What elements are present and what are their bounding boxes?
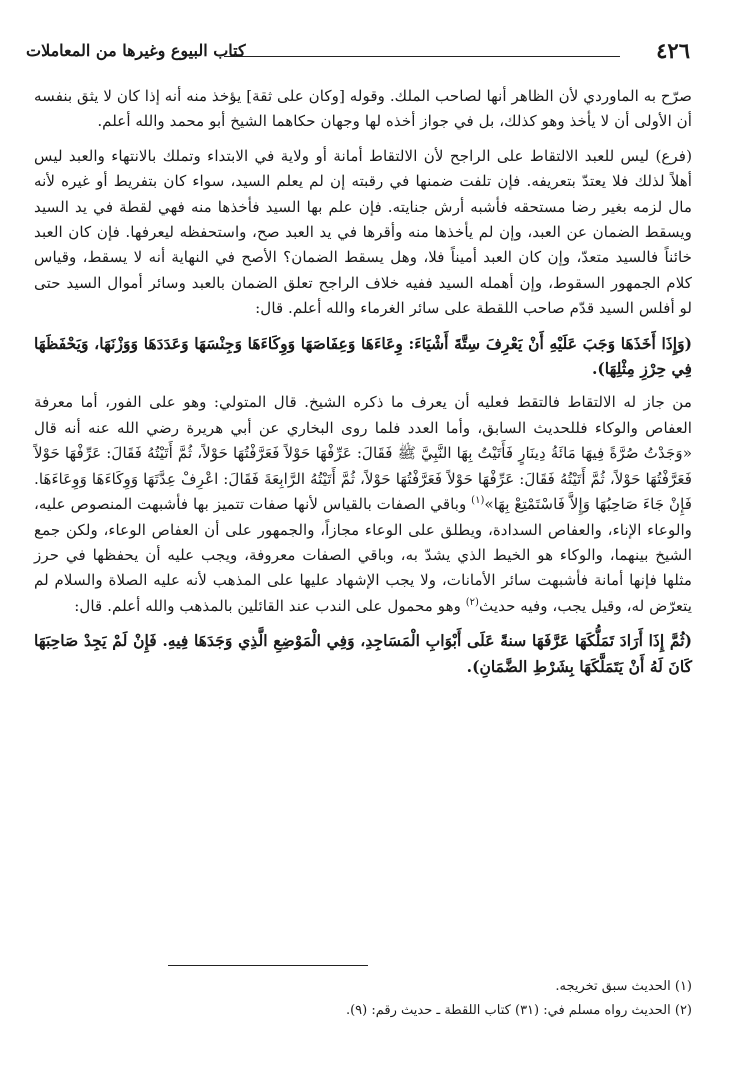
paragraph-2: (فرع) ليس للعبد الالتقاط على الراجح لأن الالتقاط أمانة أو ولاية في الابتداء وتملك بالانتهاء والعبد ليس أهلاً لذلك فلا يعتدّ بتعريفه. فإن تلفت ضمنها في رقبته إن لم يعلم السيد، سواء كان بتفريط أو غيره لأنه مال لزمه بغير رضا مستحقه فأشبه أرش جنايته. فإن علم بها السيد فأخذها منه فهي لقطة في يد السيد ويسقط الضمان عن العبد، وإن لم يأخذها منه وأقرها في يد العبد صح، واستحفظه ليعرفها. فإن كان العبد خائناً فالسيد متعدّ، وإن كان العبد أميناً فلا، وهل يسقط الضمان؟ الأصح في النهاية أنه لا يسقط، وقياس كلام الجمهور السقوط، وإن أهمله السيد ففيه خلاف الراجح تعلق الضمان بالعبد وسائر أموال السيد حتى لو أفلس السيد قدّم صاحب اللقطة على سائر الغرماء والله أعلم. قال: (34, 146, 692, 318)
footnote-separator (168, 965, 368, 966)
paragraph-3-continuation: وباقي الصفات بالقياس لأنها صفات تتميز بها فأشبهت المنصوص عليه، والوعاء الإناء، والعفاص السدادة، ويطلق على الوعاء مجازاً، والجمهور على أن العفاص الوعاء، ولكن جمع الشيخ بينهما، والوكاء هو الخيط الذي يشدّ به، وباقي الصفات معروفة، ويجب عليه أن يحفظها في حرز مثلها فإنها أمانة فأشبهت سائر الأمانات، ولا يجب الإشهاد عليها على المذهب لأنه عليه الصلاة والسلام لم يتعرّض له، وقيل يجب، وفيه حديث (34, 495, 692, 615)
footnote-1: (١) الحديث سبق تخريجه. (555, 979, 692, 994)
page-header (26, 38, 690, 68)
footnote-ref-1: (١) (471, 495, 485, 507)
header-rule (224, 56, 620, 57)
running-title: كتاب البيوع وغيرها من المعاملات (26, 41, 246, 60)
paragraph-3-ending: وهو محمول على الندب عند القائلين بالمذهب والله أعلم. قال: (74, 596, 461, 615)
footnote-ref-2: (٢) (465, 596, 479, 608)
footnote-2: (٢) الحديث رواه مسلم في: (٣١) كتاب اللقطة ـ حديث رقم: (٩). (345, 1003, 692, 1018)
matn-text-2: (ثُمَّ إِذَا أَرَادَ تَمَلُّكَهَا عَرَّفَهَا سنةً عَلَى أَبْوَابِ الْمَسَاجِدِ، وَفِي الْمَوْضِعِ الَّذِي وَجَدَهَا فِيهِ. فَإِنْ لَمْ يَجِدْ صَاحِبَهَا كَانَ لَهُ أَنْ يَتَمَلَّكَهَا بِشَرْطِ الضَّمَانِ). (34, 631, 692, 676)
paragraph-3-text: من جاز له الالتقاط فالتقط فعليه أن يعرف ما ذكره الشيخ. قال المتولي: وهو على الفور، أما معرفة العفاص والوكاء فللحديث السابق، وأما العدد فلما روى البخاري عن أبي هريرة رضي الله عنه أنه قال «وَجَدْتُ صُرَّةً فِيهَا مَائَةُ دِينَارٍ فَأَتَيْتُ بِهَا النَّبِيَّ ﷺ فَقَالَ: عَرِّفْهَا حَوْلاً فَعَرَّفْتُهَا حَوْلاً، ثُمَّ أَتَيْتُهُ فَقَالَ: عَرِّفْهَا حَوْلاً فَعَرَّفْتُهَا حَوْلاً، ثُمَّ أَتَيْتُهُ فَقَالَ: عَرِّفْهَا حَوْلاً فَعَرَّفْتُهَا حَوْلاً، ثُمَّ أَتَيْتُهُ الرَّابِعَةَ فَقَالَ: اعْرِفْ عِدَّتَهَا وَوِكَاءَهَا وَوِعَاءَهَا. فَإِنْ جَاءَ صَاحِبُهَا وَإِلاَّ فَاسْتَمْتِعْ بِهَا» (34, 393, 692, 514)
main-text (34, 84, 692, 679)
paragraph-3 (34, 390, 692, 619)
matn-text-1: (وَإِذَا أَخَذَهَا وَجَبَ عَلَيْهِ أَنْ يَعْرِفَ سِتَّةَ أَشْيَاءَ: وِعَاءَهَا وَعِفَاصَهَا وَوِكَاءَهَا وَجِنْسَهَا وَعَدَدَهَا وَوَزْنَهَا، وَيَحْفَظَهَا فِي حِرْزِ مِثْلِهَا). (34, 333, 692, 379)
paragraph-1: صرّح به الماوردي لأن الظاهر أنها لصاحب الملك. وقوله [وكان على ثقة] يؤخذ منه أنه إذا كان لا يثق بنفسه أن الأولى أن لا يأخذ وهو كذلك، بل في جواز أخذه لها وجهان حكاهما الشيخ أبو محمد والله أعلم. (34, 87, 692, 131)
page-number: ٤٢٦ (656, 38, 690, 63)
footnotes (34, 975, 692, 1023)
